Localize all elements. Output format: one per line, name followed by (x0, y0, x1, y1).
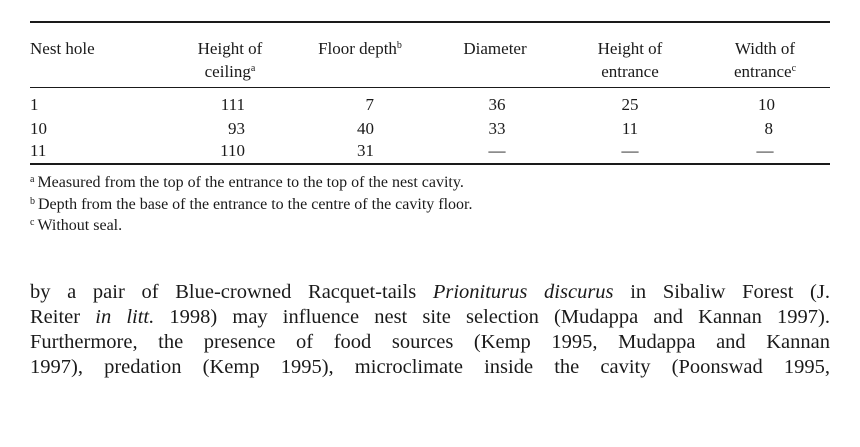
cell-width-entrance: 8 (764, 119, 773, 138)
header-nest-hole: Nest hole (30, 39, 95, 58)
body-line: Reiter in litt. 1998) may influence nest site selection (Mudappa and Kannan 1997). (30, 306, 830, 328)
body-paragraph (30, 280, 830, 380)
footnote-b: $^b$ Depth from the base of the entrance to the centre of the cavity floor. (30, 196, 473, 213)
header-height-of-ceiling: Height of ceiling$^a$ (197, 39, 263, 81)
footnote-c: $^c$ Without seal. (30, 217, 123, 234)
header-floor-depth: Floor depth$^b$ (318, 39, 402, 58)
cell-diameter: — (488, 141, 506, 160)
cell-diameter: 33 (488, 119, 506, 138)
cell-height-ceiling: 110 (220, 141, 245, 160)
body-line: 1997), predation (Kemp 1995), microclimate inside the cavity (Poonswad 1995, (30, 356, 830, 378)
header-height-of-entrance: Height of entrance (597, 39, 663, 81)
cell-height-entrance: 11 (621, 119, 639, 138)
header-diameter: Diameter (463, 39, 527, 58)
cell-nest-hole: 11 (30, 141, 47, 160)
cell-nest-hole: 10 (30, 119, 47, 138)
table-top-rule (30, 21, 830, 23)
cell-floor-depth: 40 (357, 119, 374, 138)
cell-width-entrance: 10 (758, 95, 775, 114)
cell-floor-depth: 7 (365, 95, 374, 114)
cell-height-entrance: — (621, 141, 639, 160)
body-line: by a pair of Blue-crowned Racquet-tails Prioniturus discurus in Sibaliw Forest (J. (30, 281, 830, 303)
footnote-a: $^a$ Measured from the top of the entrance to the top of the nest cavity. (30, 174, 464, 191)
header-width-of-entrance: Width of entrance$^c$ (733, 39, 797, 81)
cell-nest-hole: 1 (30, 95, 39, 114)
cell-height-entrance: 25 (621, 95, 639, 114)
cell-floor-depth: 31 (357, 141, 374, 160)
cell-diameter: 36 (488, 95, 506, 114)
table-header-rule (30, 87, 830, 88)
cell-height-ceiling: 111 (220, 95, 245, 114)
body-line: Furthermore, the presence of food sources (Kemp 1995, Mudappa and Kannan (30, 331, 830, 353)
cell-width-entrance: — (756, 141, 774, 160)
cell-height-ceiling: 93 (228, 119, 245, 138)
table-bottom-rule (30, 163, 830, 165)
